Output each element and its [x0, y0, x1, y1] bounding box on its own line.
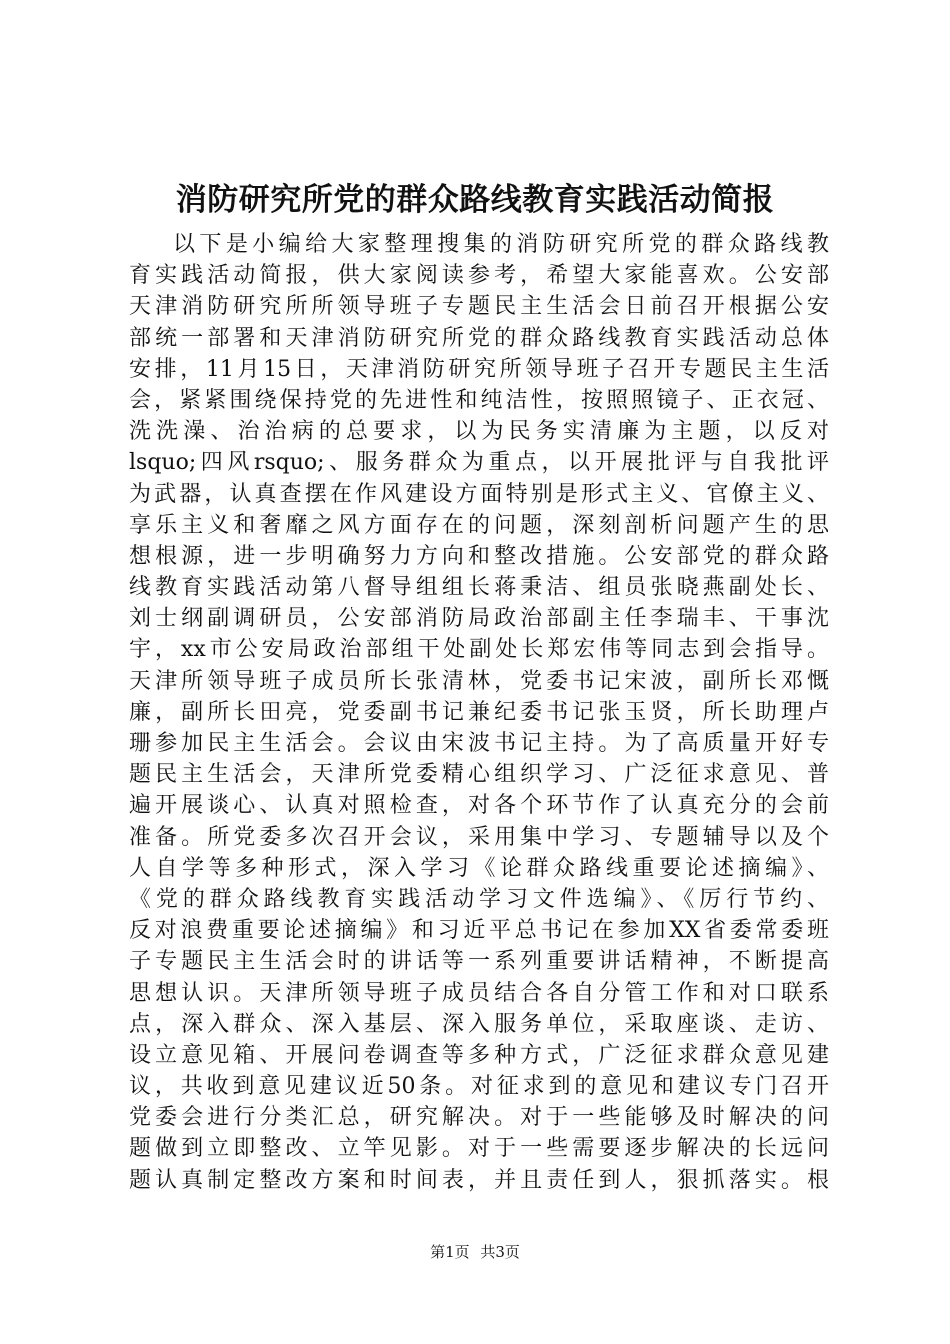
- body-line: 洗洗澡、治治病的总要求，以为民务实清廉为主题，以反对: [129, 419, 829, 445]
- page-footer: [0, 1242, 950, 1262]
- body-line: 党委会进行分类汇总，研究解决。对于一些能够及时解决的问: [129, 1105, 829, 1131]
- body-line: 育实践活动简报，供大家阅读参考，希望大家能喜欢。公安部: [129, 263, 829, 289]
- body-line: 部统一部署和天津消防研究所党的群众路线教育实践活动总体: [129, 325, 829, 351]
- body-line: 人自学等多种形式，深入学习《论群众路线重要论述摘编》、: [129, 855, 829, 881]
- body-line: 享乐主义和奢靡之风方面存在的问题，深刻剖析问题产生的思: [129, 512, 829, 538]
- body-line: 安排，11月15日，天津消防研究所领导班子召开专题民主生活: [129, 356, 829, 382]
- body-line: 《党的群众路线教育实践活动学习文件选编》、《厉行节约、: [129, 886, 829, 912]
- document-body: [129, 229, 829, 1196]
- body-line: 宇，xx市公安局政治部组干处副处长郑宏伟等同志到会指导。: [129, 637, 829, 663]
- body-line: 为武器，认真查摆在作风建设方面特别是形式主义、官僚主义、: [129, 481, 829, 507]
- body-line: 遍开展谈心、认真对照检查，对各个环节作了认真充分的会前: [129, 793, 829, 819]
- body-line: 天津所领导班子成员所长张清林，党委书记宋波，副所长邓慨: [129, 668, 829, 694]
- body-line: 题民主生活会，天津所党委精心组织学习、广泛征求意见、普: [129, 762, 829, 788]
- body-line: 反对浪费重要论述摘编》和习近平总书记在参加XX省委常委班: [129, 918, 829, 944]
- body-line: 线教育实践活动第八督导组组长蒋秉洁、组员张晓燕副处长、: [129, 575, 829, 601]
- body-line: 想根源，进一步明确努力方向和整改措施。公安部党的群众路: [129, 543, 829, 569]
- body-line: 准备。所党委多次召开会议，采用集中学习、专题辅导以及个: [129, 824, 829, 850]
- document-title: 消防研究所党的群众路线教育实践活动简报: [175, 182, 775, 218]
- body-line: 题做到立即整改、立竿见影。对于一些需要逐步解决的长远问: [129, 1136, 829, 1162]
- body-line: 设立意见箱、开展问卷调查等多种方式，广泛征求群众意见建: [129, 1042, 829, 1068]
- body-line: 题认真制定整改方案和时间表，并且责任到人，狠抓落实。根: [129, 1167, 829, 1193]
- body-line: 天津消防研究所所领导班子专题民主生活会日前召开根据公安: [129, 294, 829, 320]
- body-line: 刘士纲副调研员，公安部消防局政治部副主任李瑞丰、干事沈: [129, 606, 829, 632]
- body-line: 议，共收到意见建议近50条。对征求到的意见和建议专门召开: [129, 1074, 829, 1100]
- body-line: 廉，副所长田亮，党委副书记兼纪委书记张玉贤，所长助理卢: [129, 699, 829, 725]
- body-line: 思想认识。天津所领导班子成员结合各自分管工作和对口联系: [129, 980, 829, 1006]
- body-line: 子专题民主生活会时的讲话等一系列重要讲话精神，不断提高: [129, 949, 829, 975]
- body-line: 会，紧紧围绕保持党的先进性和纯洁性，按照照镜子、正衣冠、: [129, 387, 829, 413]
- body-line: lsquo;四风rsquo;、服务群众为重点，以开展批评与自我批评: [129, 450, 829, 476]
- body-line: 点，深入群众、深入基层、深入服务单位，采取座谈、走访、: [129, 1011, 829, 1037]
- body-line: 以下是小编给大家整理搜集的消防研究所党的群众路线教: [173, 232, 829, 257]
- page-number: 第1页: [430, 1243, 470, 1261]
- body-line: 珊参加民主生活会。会议由宋波书记主持。为了高质量开好专: [129, 731, 829, 756]
- page-total: 共3页: [480, 1243, 520, 1261]
